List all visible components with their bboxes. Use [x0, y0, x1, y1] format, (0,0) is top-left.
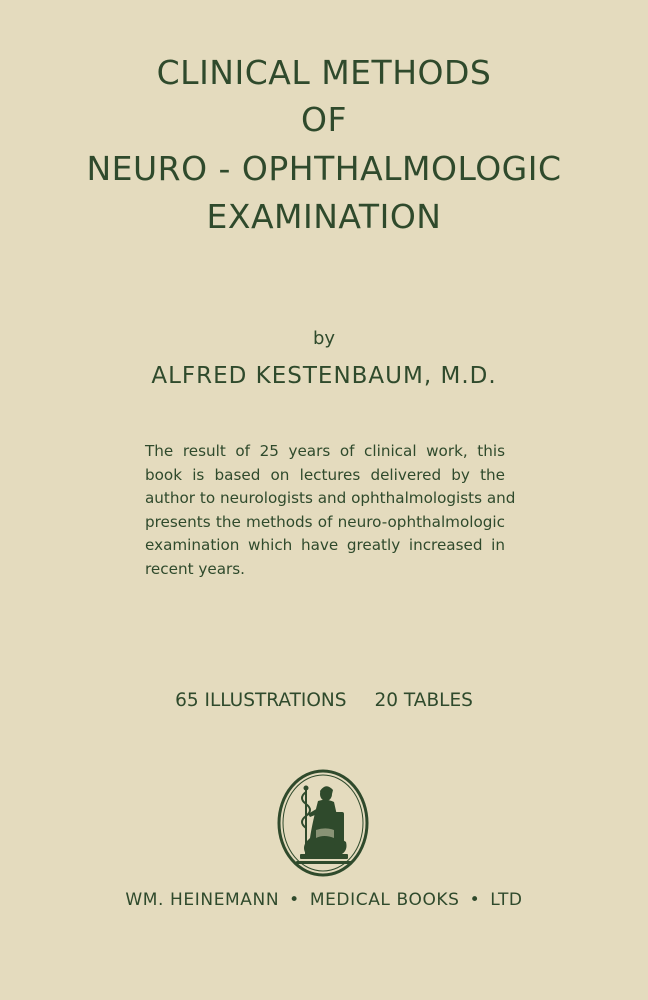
description-blurb: [145, 440, 516, 581]
by-label: by: [312, 328, 336, 349]
tables-count: 20 TABLES: [374, 690, 473, 711]
blurb-line: examination which have greatly increased in: [145, 536, 505, 554]
publisher-name: WM. HEINEMANN: [125, 890, 280, 910]
title-line-3: NEURO - OPHTHALMOLOGIC: [86, 149, 562, 188]
title-line-4: EXAMINATION: [206, 197, 442, 236]
title-line-1: CLINICAL METHODS: [156, 53, 492, 92]
blurb-line: presents the methods of neuro-ophthalmologic: [145, 512, 505, 531]
publisher-line: [0, 888, 648, 912]
illustrations-count: 65 ILLUSTRATIONS: [175, 690, 347, 711]
blurb-line: recent years.: [145, 559, 245, 578]
publisher-imprint: MEDICAL BOOKS: [309, 890, 460, 910]
author-name: ALFRED KESTENBAUM, M.D.: [151, 363, 497, 389]
title-line-2: OF: [301, 100, 347, 139]
blurb-line: The result of 25 years of clinical work, this: [145, 442, 505, 460]
blurb-line: author to neurologists and ophthalmologists and: [145, 489, 516, 507]
separator-dot: •: [289, 890, 300, 910]
seated-figure-emblem-icon: [276, 768, 370, 878]
content-stats: [0, 688, 648, 714]
publisher-suffix: LTD: [490, 890, 523, 910]
separator-dot: •: [469, 890, 481, 910]
blurb-line: book is based on lectures delivered by the: [145, 465, 505, 484]
